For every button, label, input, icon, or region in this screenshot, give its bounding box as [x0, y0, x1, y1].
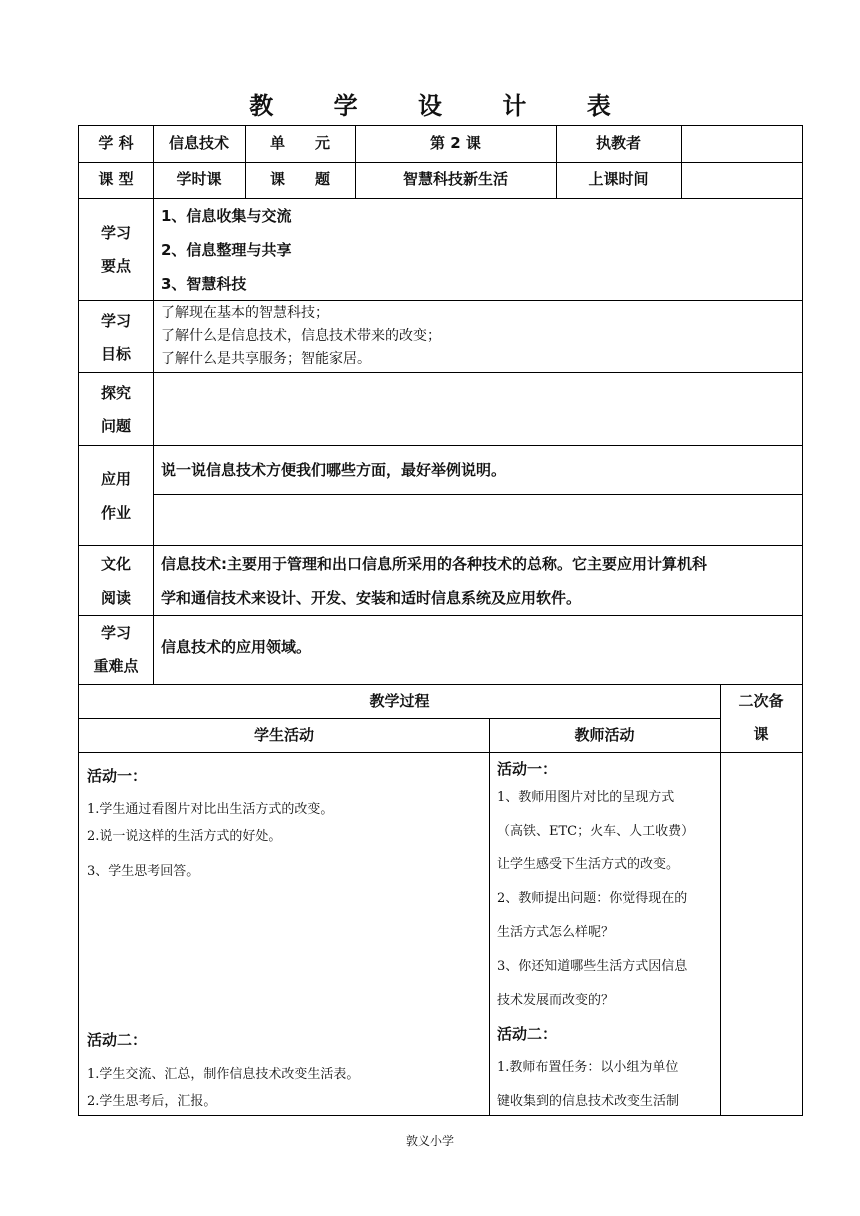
row-divider	[79, 545, 802, 546]
teacher-activity-line: （高铁、ETC；火车、人工收费）	[497, 824, 695, 839]
teacher-activity-title: 活动一：	[497, 760, 558, 778]
subject-label: 学 科	[98, 134, 134, 152]
column-divider	[489, 718, 490, 1115]
unit-value: 第 2 课	[430, 134, 481, 152]
difficulty-label: 学习	[100, 624, 131, 642]
homework-content: 说一说信息技术方便我们哪些方面，最好举例说明。	[161, 461, 507, 479]
row-divider	[79, 752, 802, 753]
column-divider	[153, 198, 154, 684]
student-activity-header: 学生活动	[253, 726, 314, 744]
objective-item: 了解什么是信息技术，信息技术带来的改变；	[161, 328, 441, 344]
teacher-activity-line: 键收集到的信息技术改变生活制	[497, 1094, 680, 1109]
key-point-item: 3、智慧科技	[161, 275, 247, 293]
unit-label: 单 元	[269, 134, 330, 152]
row-divider	[79, 684, 802, 685]
row-divider	[79, 198, 802, 199]
student-activity-item: 3、学生思考回答。	[87, 864, 200, 879]
topic-value: 智慧科技新生活	[402, 170, 508, 188]
objectives-label: 学习	[100, 312, 131, 330]
row-divider	[79, 718, 720, 719]
teacher-activity-line: 让学生感受下生活方式的改变。	[497, 857, 680, 872]
row-divider	[79, 445, 802, 446]
second-prep-label: 二次备	[738, 692, 784, 710]
student-activity-item: 2.说一说这样的生活方式的好处。	[87, 829, 282, 844]
row-divider	[79, 372, 802, 373]
teacher-activity-line: 技术发展而改变的？	[497, 993, 615, 1008]
topic-label: 课 题	[269, 170, 330, 188]
objective-item: 了解什么是共享服务；智能家居。	[161, 351, 371, 367]
difficulty-content: 信息技术的应用领域。	[161, 638, 312, 656]
teacher-label: 执教者	[595, 134, 641, 152]
column-divider	[720, 684, 721, 1115]
key-point-item: 1、信息收集与交流	[161, 207, 292, 225]
teacher-activity-title: 活动二：	[497, 1025, 558, 1043]
teacher-activity-line: 生活方式怎么样呢？	[497, 925, 615, 940]
key-points-label: 要点	[100, 257, 131, 275]
key-points-label: 学习	[100, 224, 131, 242]
teacher-activity-line: 2、教师提出问题：你觉得现在的	[497, 891, 688, 906]
student-activity-item: 1.学生交流、汇总，制作信息技术改变生活表。	[87, 1067, 360, 1082]
culture-line: 信息技术:主要用于管理和出口信息所采用的各种技术的总称。它主要应用计算机科	[161, 555, 708, 573]
time-label: 上课时间	[588, 170, 649, 188]
teacher-activity-header: 教师活动	[574, 726, 635, 744]
homework-label: 应用	[100, 470, 131, 488]
teacher-activity-line: 1、教师用图片对比的呈现方式	[497, 790, 675, 805]
homework-label: 作业	[100, 504, 131, 522]
student-activity-item: 2.学生思考后，汇报。	[87, 1094, 217, 1109]
difficulty-label: 重难点	[93, 657, 139, 675]
subject-value: 信息技术	[168, 134, 229, 152]
teacher-activity-line: 3、你还知道哪些生活方式因信息	[497, 959, 688, 974]
page-title: 教 学 设 计 表	[249, 92, 637, 120]
culture-label: 阅读	[100, 589, 131, 607]
inquiry-label: 问题	[100, 417, 131, 435]
page-footer: 敦义小学	[405, 1134, 454, 1148]
row-divider	[153, 494, 802, 495]
culture-label: 文化	[100, 555, 131, 573]
student-activity-item: 1.学生通过看图片对比出生活方式的改变。	[87, 802, 334, 817]
objectives-label: 目标	[100, 345, 131, 363]
second-prep-label: 课	[753, 725, 769, 743]
culture-line: 学和通信技术来设计、开发、安装和适时信息系统及应用软件。	[161, 589, 582, 607]
student-activity-title: 活动一：	[87, 767, 148, 785]
inquiry-label: 探究	[100, 384, 131, 402]
student-activity-title: 活动二：	[87, 1031, 148, 1049]
teacher-activity-line: 1.教师布置任务：以小组为单位	[497, 1060, 679, 1075]
lesson-plan-table	[78, 125, 803, 1116]
key-point-item: 2、信息整理与共享	[161, 241, 292, 259]
row-divider	[79, 615, 802, 616]
objective-item: 了解现在基本的智慧科技；	[161, 305, 329, 321]
column-divider	[681, 126, 682, 198]
type-value: 学时课	[176, 170, 222, 188]
process-header: 教学过程	[369, 692, 430, 710]
row-divider	[79, 300, 802, 301]
type-label: 课 型	[98, 170, 134, 188]
row-divider	[79, 162, 802, 163]
